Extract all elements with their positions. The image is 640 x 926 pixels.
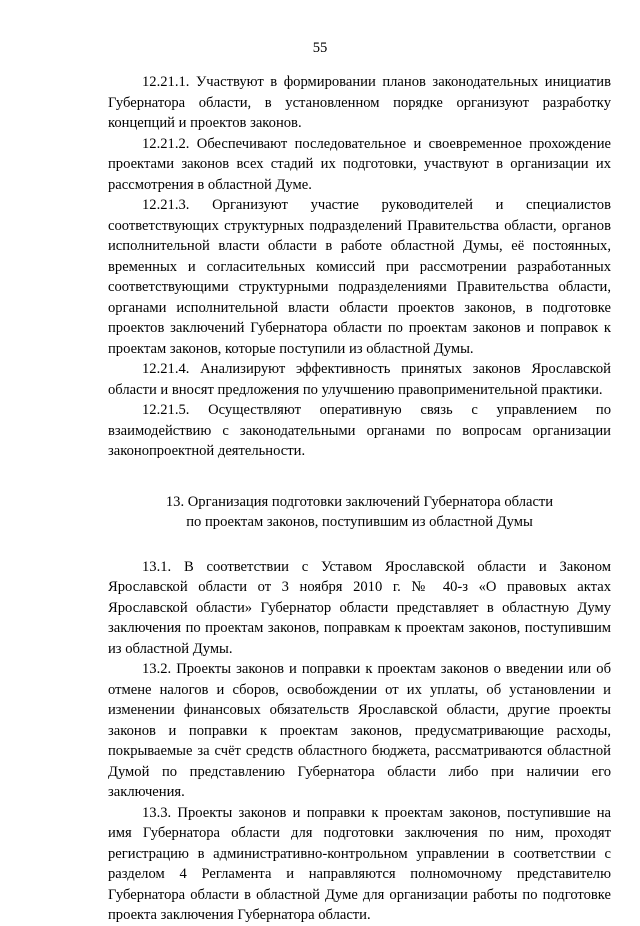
paragraph-12-21-5: 12.21.5. Осуществляют оперативную связь с управлением по взаимодействию с законодательными органами по вопросам организации законопроектной деятельности. [108, 402, 611, 459]
paragraph-13-3: 13.3. Проекты законов и поправки к проектам законов, поступившие на имя Губернатора области для подготовки заключения по ним, проходят регистрацию в административно-контрольном управлении в соответствии с разделом 4 Регламента и направляются полномочному представителю Губернатора области в областной Думе для организации работы по подготовке проекта заключения Губернатора области. [108, 804, 611, 923]
paragraph-12-21-2: 12.21.2. Обеспечивают последовательное и своевременное прохождение проектами законов всех стадий их подготовки, участвуют в организации их рассмотрения в областной Думе. [108, 135, 611, 193]
page-number: 55 [312, 40, 328, 56]
paragraph-12-21-4: 12.21.4. Анализируют эффективность принятых законов Ярославской области и вносят предложения по улучшению правоприменительной практики. [108, 361, 611, 398]
section-13-heading-line-2: по проектам законов, поступившим из областной Думы [186, 514, 533, 530]
paragraph-13-1: 13.1. В соответствии с Уставом Ярославской области и Законом Ярославской области от 3 ноября 2010 г. № 40-з «О правовых актах Ярославской области» Губернатор области представляет в областную Думу заключения по проектам законов, поправкам к проектам законов, поступившим из областной Думы. [108, 558, 611, 657]
section-13-heading [108, 492, 611, 533]
section-13-heading-line-1: 13. Организация подготовки заключений Губернатора области [165, 493, 554, 510]
paragraph-13-2: 13.2. Проекты законов и поправки к проектам законов о введении или об отмене налогов и сборов, освобождении от их уплаты, об установлении и изменении финансовых обязательств Ярославской области, другие проекты законов и поправки к проектам законов, предусматривающие расходы, покрываемые за счёт средств областного бюджета, рассматриваются областной Думой по представлению Губернатора области либо при наличии его заключения. [108, 661, 611, 800]
paragraph-12-21-1: 12.21.1. Участвуют в формировании планов законодательных инициатив Губернатора области, в установленном порядке организуют разработку концепций и проектов законов. [108, 74, 611, 131]
document-body [108, 72, 611, 926]
paragraph-12-21-3: 12.21.3. Организуют участие руководителей и специалистов соответствующих структурных подразделений Правительства области, органов исполнительной власти области в работе областной Думы, её постоянных, временных и согласительных комиссий при рассмотрении разработанных соответствующими структурными подразделениями Правительства области, органами исполнительной власти области проектов законов, в подготовке проектов заключений Губернатора области по проектам законов и поправок к проектам законов, которые поступили из областной Думы. [108, 197, 611, 357]
